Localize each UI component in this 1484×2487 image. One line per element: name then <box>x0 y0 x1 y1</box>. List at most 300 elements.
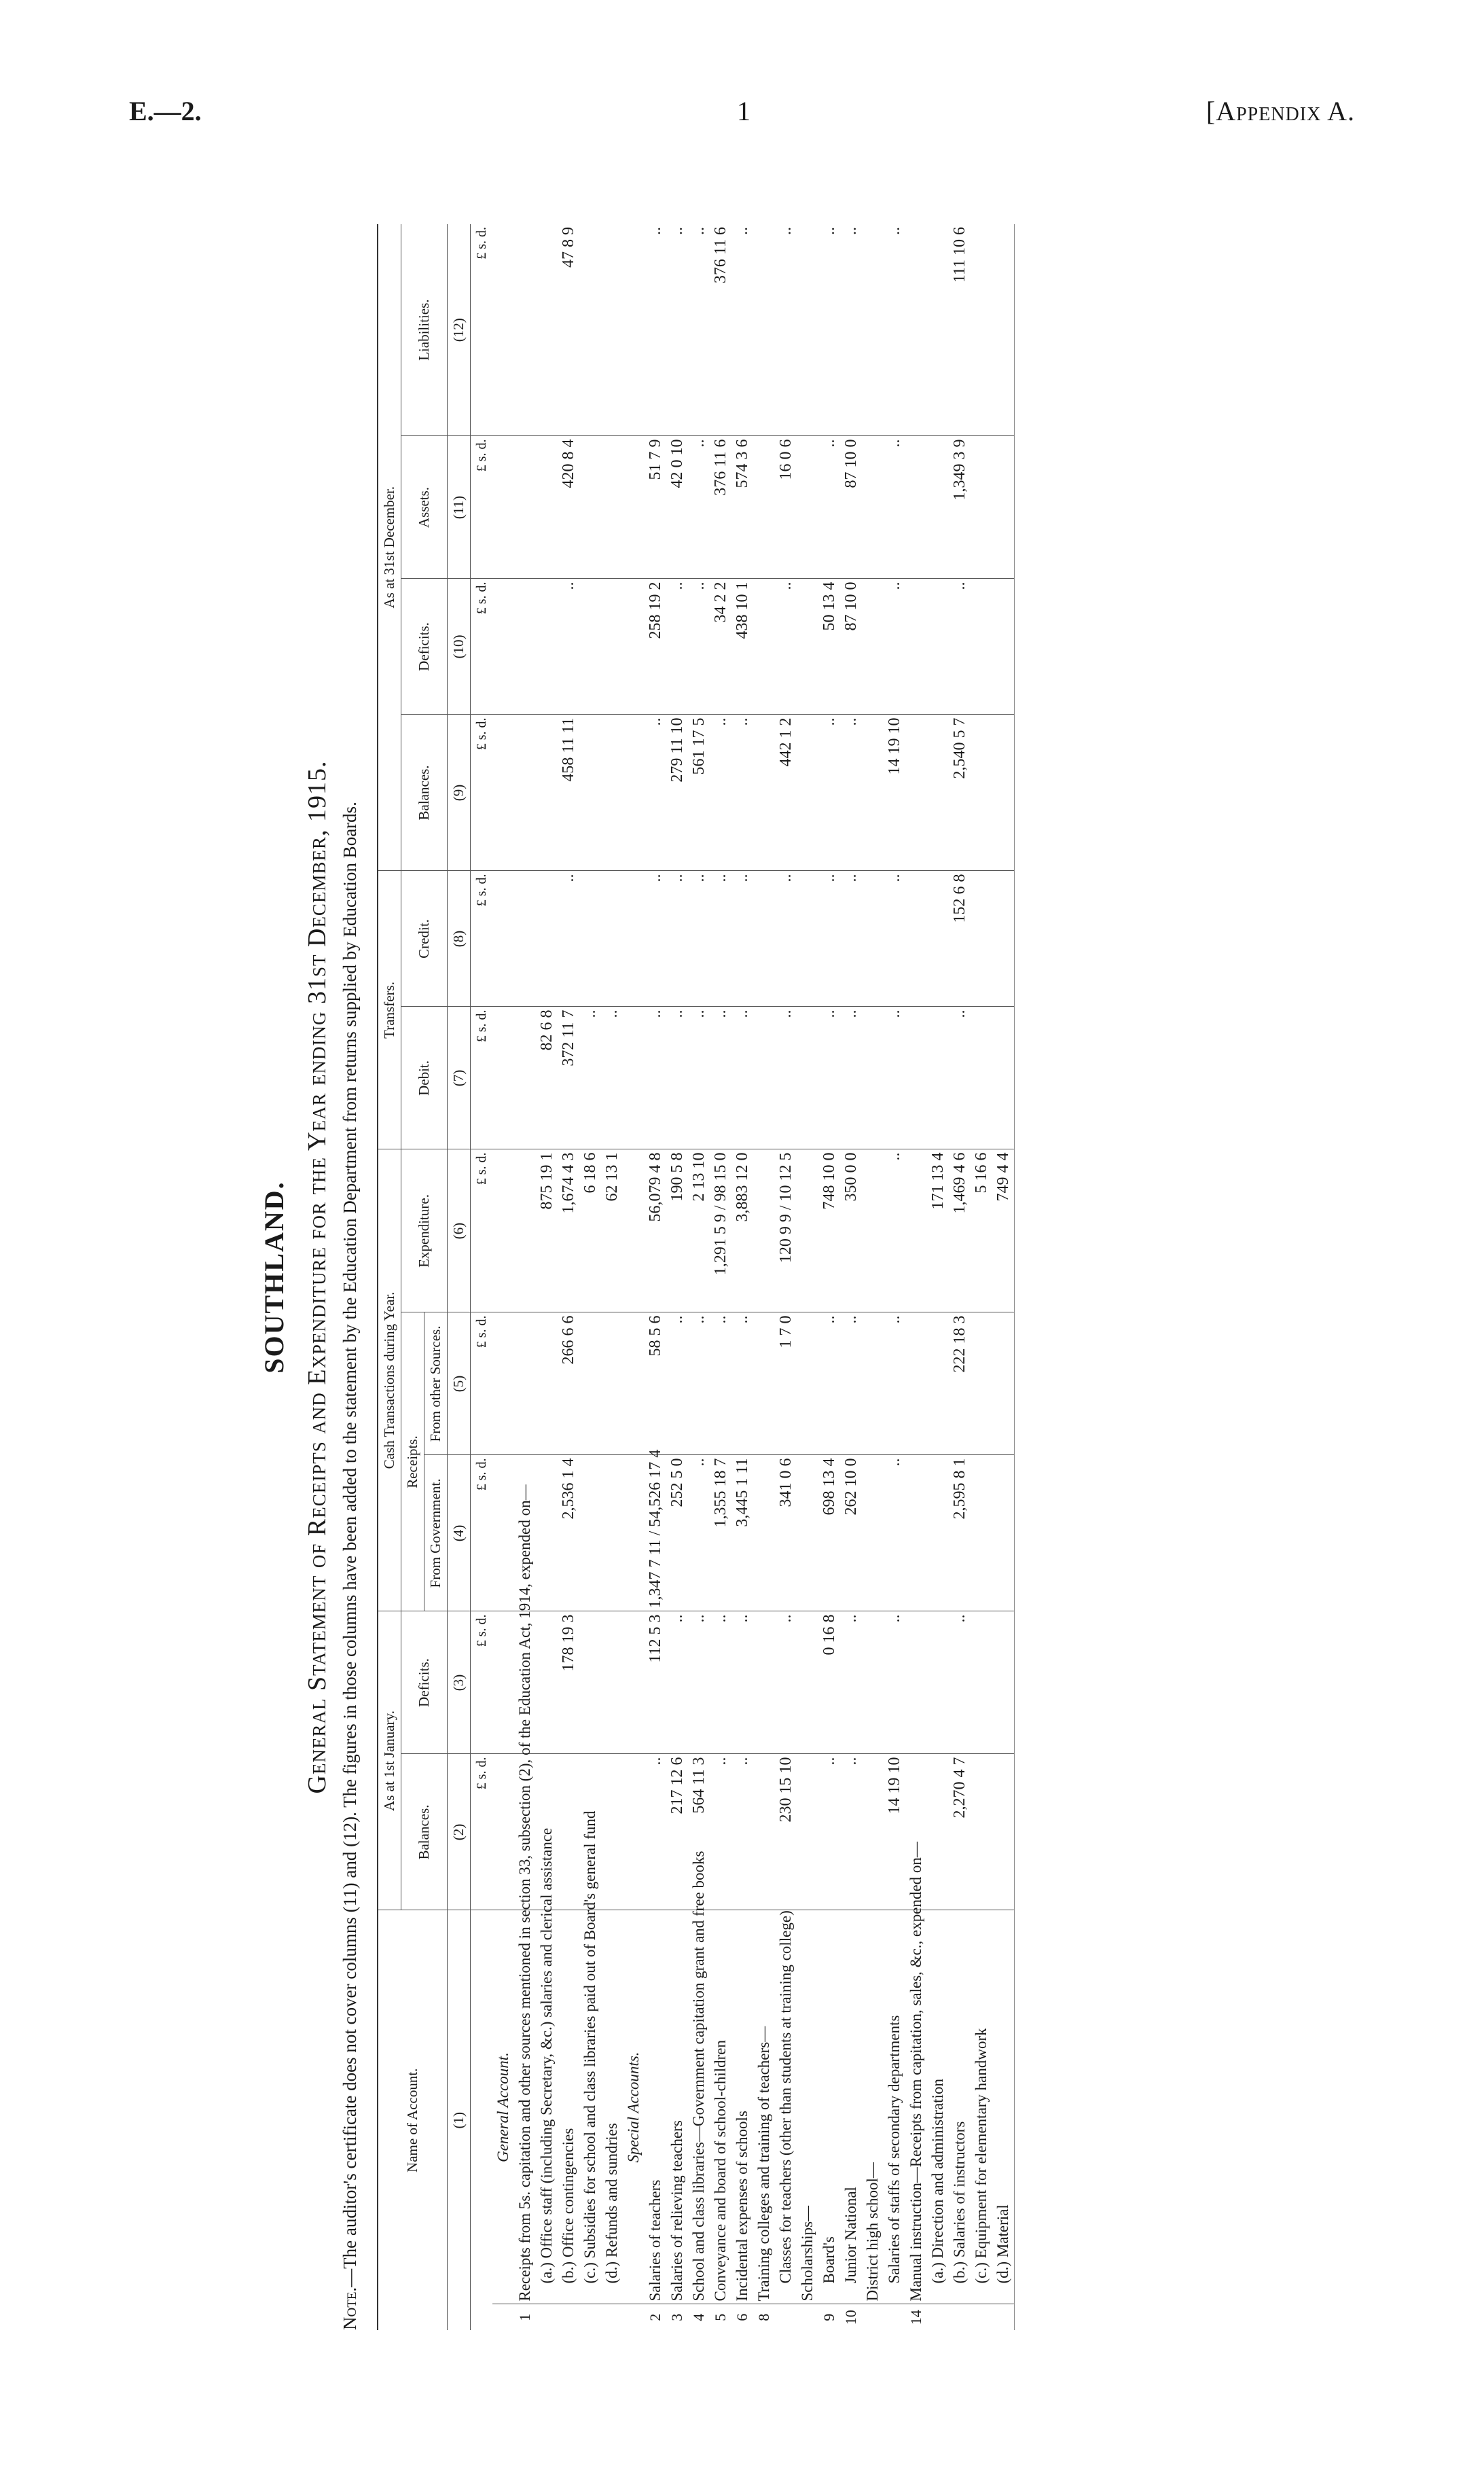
amount-cell: .. <box>688 1611 710 1754</box>
amount-cell: 14 19 10 <box>884 715 905 871</box>
amount-cell <box>971 1455 992 1611</box>
amount-cell <box>927 1754 949 1910</box>
amount-cell: .. <box>579 1007 601 1149</box>
amount-cell <box>927 1007 949 1149</box>
amount-cell <box>862 1007 884 1149</box>
amount-cell <box>514 871 536 1007</box>
table-row <box>797 224 818 2330</box>
amount-cell: 230 15 10 <box>775 1754 797 1910</box>
account-name: Scholarships— <box>797 1910 818 2304</box>
unit-label: £ s. d. <box>471 224 493 436</box>
unit-label: £ s. d. <box>471 1455 493 1611</box>
amount-cell: 42 0 10 <box>666 436 688 579</box>
amount-cell: .. <box>645 871 666 1007</box>
amount-cell: 749 4 4 <box>992 1149 1015 1312</box>
amount-cell <box>797 1149 818 1312</box>
amount-cell: .. <box>840 1007 862 1149</box>
col-from-government: From Government. <box>424 1455 448 1611</box>
amount-cell <box>753 1149 775 1312</box>
amount-cell: .. <box>558 579 579 715</box>
amount-cell: 50 13 4 <box>818 579 840 715</box>
amount-cell: .. <box>949 1611 971 1754</box>
amount-cell: .. <box>731 1007 753 1149</box>
colnum-4: (4) <box>448 1455 471 1611</box>
amount-cell: .. <box>884 579 905 715</box>
amount-cell <box>862 1611 884 1754</box>
amount-cell <box>992 1455 1015 1611</box>
account-name: (c.) Equipment for elementary handwork <box>971 1910 992 2304</box>
account-number <box>884 2304 905 2330</box>
amount-cell: .. <box>645 224 666 436</box>
col-balances-jan: Balances. <box>401 1754 448 1910</box>
col-name-header <box>378 1910 448 2330</box>
amount-cell <box>992 871 1015 1007</box>
amount-cell <box>992 715 1015 871</box>
amount-cell <box>623 715 645 871</box>
amount-cell <box>514 1312 536 1455</box>
amount-cell: 222 18 3 <box>949 1312 971 1455</box>
amount-cell: .. <box>645 1007 666 1149</box>
account-name: Conveyance and board of school-children <box>710 1910 731 2304</box>
amount-cell <box>753 1611 775 1754</box>
amount-cell: 56,079 4 8 <box>645 1149 666 1312</box>
unit-label: £ s. d. <box>471 1312 493 1455</box>
colnum-11: (11) <box>448 436 471 579</box>
amount-cell <box>492 715 514 871</box>
amount-cell <box>514 715 536 871</box>
amount-cell: 262 10 0 <box>840 1455 862 1611</box>
account-number <box>862 2304 884 2330</box>
amount-cell: .. <box>710 1754 731 1910</box>
amount-cell: 748 10 0 <box>818 1149 840 1312</box>
amount-cell: .. <box>710 715 731 871</box>
amount-cell <box>753 579 775 715</box>
amount-cell <box>971 1611 992 1754</box>
amount-cell: 2,595 8 1 <box>949 1455 971 1611</box>
amount-cell: .. <box>601 1007 623 1149</box>
amount-cell <box>579 579 601 715</box>
amount-cell <box>753 224 775 436</box>
amount-cell: .. <box>666 1611 688 1754</box>
amount-cell <box>753 715 775 871</box>
account-number <box>536 2304 558 2330</box>
page-number: 1 <box>737 96 750 126</box>
amount-cell <box>971 1312 992 1455</box>
amount-cell <box>862 1312 884 1455</box>
unit-label: £ s. d. <box>471 1149 493 1312</box>
amount-cell <box>797 1455 818 1611</box>
table-row <box>949 224 971 2330</box>
amount-cell <box>601 871 623 1007</box>
table-row <box>840 224 862 2330</box>
statement-table <box>377 224 1015 2330</box>
col-deficits-jan: Deficits. <box>401 1611 448 1754</box>
account-name: (d.) Material <box>992 1910 1015 2304</box>
amount-cell <box>601 436 623 579</box>
unit-label: £ s. d. <box>471 715 493 871</box>
table-row <box>601 224 623 2330</box>
colnum-7: (7) <box>448 1007 471 1149</box>
amount-cell: .. <box>645 715 666 871</box>
table-row <box>492 224 514 2330</box>
amount-cell <box>862 1754 884 1910</box>
amount-cell <box>536 1455 558 1611</box>
amount-cell: .. <box>688 1007 710 1149</box>
amount-cell: .. <box>884 1611 905 1754</box>
account-name: School and class libraries—Government capitation grant and free books <box>688 1910 710 2304</box>
account-number <box>623 2304 645 2330</box>
amount-cell: .. <box>949 1007 971 1149</box>
colnum-8: (8) <box>448 871 471 1007</box>
account-number <box>927 2304 949 2330</box>
amount-cell <box>927 579 949 715</box>
appendix-label <box>1206 95 1355 127</box>
amount-cell: 561 17 5 <box>688 715 710 871</box>
amount-cell: 5 16 6 <box>971 1149 992 1312</box>
amount-cell: 152 6 8 <box>949 871 971 1007</box>
account-number <box>992 2304 1015 2330</box>
account-name: Junior National <box>840 1910 862 2304</box>
amount-cell <box>579 715 601 871</box>
amount-cell: 51 7 9 <box>645 436 666 579</box>
amount-cell: 58 5 6 <box>645 1312 666 1455</box>
amount-cell <box>992 436 1015 579</box>
amount-cell: .. <box>818 1754 840 1910</box>
amount-cell <box>492 579 514 715</box>
amount-cell: 420 8 4 <box>558 436 579 579</box>
account-number: 4 <box>690 2313 707 2321</box>
amount-cell: 564 11 3 <box>688 1754 710 1910</box>
amount-cell <box>601 1611 623 1754</box>
amount-cell <box>797 1007 818 1149</box>
col-dec-header: As at 31st December. <box>378 224 401 871</box>
amount-cell <box>927 715 949 871</box>
colnum-5: (5) <box>448 1312 471 1455</box>
amount-cell: 376 11 6 <box>710 224 731 436</box>
amount-cell <box>623 1611 645 1754</box>
amount-cell: .. <box>840 715 862 871</box>
account-number: 5 <box>712 2313 729 2321</box>
amount-cell: 217 12 6 <box>666 1754 688 1910</box>
amount-cell: .. <box>688 871 710 1007</box>
amount-cell: .. <box>666 1007 688 1149</box>
amount-cell <box>579 871 601 1007</box>
amount-cell <box>492 1312 514 1455</box>
amount-cell: 120 9 9 / 10 12 5 <box>775 1149 797 1312</box>
amount-cell: 0 16 8 <box>818 1611 840 1754</box>
account-name: (b.) Office contingencies <box>558 1910 579 2304</box>
account-name: (c.) Subsidies for school and class libraries paid out of Board's general fund <box>579 1910 601 2304</box>
amount-cell <box>514 579 536 715</box>
units-spacer <box>471 1910 493 2330</box>
account-name: Salaries of staffs of secondary departments <box>884 1910 905 2304</box>
rotated-statement <box>231 224 1399 2330</box>
table-row <box>971 224 992 2330</box>
amount-cell <box>514 1149 536 1312</box>
amount-cell <box>492 1754 514 1910</box>
amount-cell <box>797 1611 818 1754</box>
unit-label: £ s. d. <box>471 871 493 1007</box>
table-row <box>775 224 797 2330</box>
amount-cell: 341 0 6 <box>775 1455 797 1611</box>
amount-cell <box>905 1312 927 1455</box>
amount-cell: 1,349 3 9 <box>949 436 971 579</box>
account-name: Incidental expenses of schools <box>731 1910 753 2304</box>
table-row <box>536 224 558 2330</box>
amount-cell <box>927 1312 949 1455</box>
amount-cell: .. <box>775 579 797 715</box>
account-number <box>579 2304 601 2330</box>
amount-cell: .. <box>710 871 731 1007</box>
amount-cell: 1,355 18 7 <box>710 1455 731 1611</box>
amount-cell <box>862 1455 884 1611</box>
amount-cell: .. <box>818 436 840 579</box>
amount-cell: .. <box>688 1455 710 1611</box>
table-row <box>645 224 666 2330</box>
amount-cell <box>753 1312 775 1455</box>
col-name-label: Name of Account. <box>404 2068 420 2172</box>
amount-cell <box>579 1611 601 1754</box>
amount-cell <box>862 579 884 715</box>
colnum-12: (12) <box>448 224 471 436</box>
amount-cell <box>971 1007 992 1149</box>
amount-cell <box>992 1754 1015 1910</box>
amount-cell <box>492 436 514 579</box>
amount-cell: 14 19 10 <box>884 1754 905 1910</box>
amount-cell <box>536 224 558 436</box>
colnum-9: (9) <box>448 715 471 871</box>
amount-cell <box>862 224 884 436</box>
col-debit: Debit. <box>401 1007 448 1149</box>
amount-cell <box>579 224 601 436</box>
amount-cell <box>905 224 927 436</box>
amount-cell <box>601 1754 623 1910</box>
table-row <box>688 224 710 2330</box>
table-row <box>753 224 775 2330</box>
amount-cell <box>514 1007 536 1149</box>
colnum-6: (6) <box>448 1149 471 1312</box>
amount-cell <box>623 1007 645 1149</box>
account-name: (d.) Refunds and sundries <box>601 1910 623 2304</box>
account-number: 8 <box>755 2313 772 2321</box>
account-name: Training colleges and training of teachers— <box>753 1910 775 2304</box>
amount-cell: 2 13 10 <box>688 1149 710 1312</box>
amount-cell: .. <box>884 436 905 579</box>
amount-cell <box>905 1611 927 1754</box>
amount-cell: .. <box>775 1007 797 1149</box>
amount-cell <box>623 1754 645 1910</box>
colnum-2: (2) <box>448 1754 471 1910</box>
amount-cell: .. <box>688 224 710 436</box>
amount-cell: 698 13 4 <box>818 1455 840 1611</box>
amount-cell: 438 10 1 <box>731 579 753 715</box>
amount-cell: .. <box>818 715 840 871</box>
amount-cell <box>905 1007 927 1149</box>
amount-cell: 2,270 4 7 <box>949 1754 971 1910</box>
amount-cell: .. <box>884 1007 905 1149</box>
amount-cell <box>753 1455 775 1611</box>
amount-cell <box>579 1455 601 1611</box>
amount-cell <box>971 1754 992 1910</box>
amount-cell <box>971 871 992 1007</box>
account-name: (a.) Office staff (including Secretary, &c.) salaries and clerical assistance <box>536 1910 558 2304</box>
amount-cell <box>601 1455 623 1611</box>
amount-cell: 266 6 6 <box>558 1312 579 1455</box>
account-name: (a.) Direction and administration <box>927 1910 949 2304</box>
amount-cell <box>623 436 645 579</box>
amount-cell <box>797 871 818 1007</box>
amount-cell <box>579 1312 601 1455</box>
amount-cell: .. <box>666 579 688 715</box>
amount-cell: .. <box>710 1312 731 1455</box>
amount-cell <box>492 1007 514 1149</box>
amount-cell <box>623 1455 645 1611</box>
account-number: 3 <box>668 2313 685 2321</box>
col-liabilities: Liabilities. <box>401 224 448 436</box>
amount-cell <box>927 436 949 579</box>
amount-cell <box>623 579 645 715</box>
table-row <box>710 224 731 2330</box>
amount-cell <box>905 1149 927 1312</box>
amount-cell <box>971 436 992 579</box>
amount-cell: .. <box>731 715 753 871</box>
amount-cell: 2,536 1 4 <box>558 1455 579 1611</box>
table-row <box>927 224 949 2330</box>
amount-cell <box>797 1754 818 1910</box>
amount-cell <box>862 715 884 871</box>
amount-cell <box>927 1455 949 1611</box>
amount-cell <box>797 436 818 579</box>
col-deficits-dec: Deficits. <box>401 579 448 715</box>
colnum-3: (3) <box>448 1611 471 1754</box>
account-name: General Account. <box>492 1910 514 2304</box>
account-number: 2 <box>647 2313 664 2321</box>
amount-cell <box>862 871 884 1007</box>
amount-cell: .. <box>884 224 905 436</box>
table-row <box>818 224 840 2330</box>
table-row <box>579 224 601 2330</box>
amount-cell <box>492 1149 514 1312</box>
account-number <box>797 2304 818 2330</box>
amount-cell: 3,883 12 0 <box>731 1149 753 1312</box>
amount-cell: 171 13 4 <box>927 1149 949 1312</box>
account-number: 14 <box>907 2310 924 2325</box>
amount-cell: 258 19 2 <box>645 579 666 715</box>
amount-cell <box>905 1455 927 1611</box>
amount-cell: 6 18 6 <box>579 1149 601 1312</box>
account-name: Receipts from 5s. capitation and other sources mentioned in section 33, subsection (2), of the Education Act, 1914, expended on— <box>514 1910 536 2304</box>
amount-cell: .. <box>731 224 753 436</box>
amount-cell: .. <box>775 871 797 1007</box>
amount-cell: .. <box>840 1754 862 1910</box>
auditor-note <box>340 224 361 2330</box>
account-number: 9 <box>820 2313 837 2321</box>
amount-cell: .. <box>731 1611 753 1754</box>
amount-cell <box>601 579 623 715</box>
amount-cell <box>492 871 514 1007</box>
amount-cell: .. <box>818 1312 840 1455</box>
note-text: —The auditor's certificate does not cover columns (11) and (12). The figures in those columns have been added to the statement by the Education Department from returns supplied by Education Boards. <box>340 802 360 2287</box>
amount-cell <box>862 436 884 579</box>
amount-cell <box>492 1611 514 1754</box>
unit-label: £ s. d. <box>471 1007 493 1149</box>
amount-cell <box>536 436 558 579</box>
amount-cell: 279 11 10 <box>666 715 688 871</box>
account-number: 10 <box>842 2310 859 2325</box>
amount-cell: 82 6 8 <box>536 1007 558 1149</box>
amount-cell: 1,674 4 3 <box>558 1149 579 1312</box>
amount-cell: .. <box>666 224 688 436</box>
amount-cell <box>797 224 818 436</box>
statement-rows <box>471 224 1015 2330</box>
amount-cell <box>492 1455 514 1611</box>
amount-cell: 458 11 11 <box>558 715 579 871</box>
account-number <box>971 2304 992 2330</box>
amount-cell: .. <box>840 224 862 436</box>
amount-cell: .. <box>949 579 971 715</box>
amount-cell: 376 11 6 <box>710 436 731 579</box>
col-cash-header: Cash Transactions during Year. <box>378 1149 401 1611</box>
amount-cell: .. <box>688 436 710 579</box>
amount-cell <box>753 436 775 579</box>
amount-cell: 16 0 6 <box>775 436 797 579</box>
amount-cell <box>623 1149 645 1312</box>
amount-cell <box>797 1312 818 1455</box>
amount-cell: 87 10 0 <box>840 436 862 579</box>
amount-cell <box>927 1611 949 1754</box>
table-row <box>731 224 753 2330</box>
amount-cell: .. <box>818 1007 840 1149</box>
account-number <box>558 2304 579 2330</box>
amount-cell: .. <box>558 871 579 1007</box>
amount-cell: .. <box>840 1611 862 1754</box>
table-row <box>514 224 536 2330</box>
amount-cell: .. <box>666 871 688 1007</box>
amount-cell <box>992 1007 1015 1149</box>
amount-cell: 442 1 2 <box>775 715 797 871</box>
amount-cell: 2,540 5 7 <box>949 715 971 871</box>
table-row <box>666 224 688 2330</box>
amount-cell: .. <box>731 1754 753 1910</box>
amount-cell: 87 10 0 <box>840 579 862 715</box>
amount-cell: 372 11 7 <box>558 1007 579 1149</box>
amount-cell: .. <box>731 1312 753 1455</box>
col-assets: Assets. <box>401 436 448 579</box>
amount-cell: .. <box>775 1611 797 1754</box>
amount-cell <box>905 715 927 871</box>
account-name: Board's <box>818 1910 840 2304</box>
account-name: Salaries of relieving teachers <box>666 1910 688 2304</box>
amount-cell: 47 8 9 <box>558 224 579 436</box>
colnum-10: (10) <box>448 579 471 715</box>
amount-cell <box>992 579 1015 715</box>
amount-cell <box>536 871 558 1007</box>
amount-cell: 112 5 3 <box>645 1611 666 1754</box>
account-number <box>949 2304 971 2330</box>
amount-cell: .. <box>884 1312 905 1455</box>
account-number <box>492 2304 514 2330</box>
appendix-text: [Appendix A. <box>1206 96 1355 126</box>
amount-cell <box>753 871 775 1007</box>
statement-title: General Statement of Receipts and Expenditure for the Year ending 31st December, 1915. <box>303 760 331 1794</box>
amount-cell <box>971 224 992 436</box>
amount-cell: .. <box>884 871 905 1007</box>
amount-cell <box>927 871 949 1007</box>
unit-label: £ s. d. <box>471 436 493 579</box>
amount-cell <box>623 871 645 1007</box>
account-name: Special Accounts. <box>623 1910 645 2304</box>
amount-cell: .. <box>840 871 862 1007</box>
